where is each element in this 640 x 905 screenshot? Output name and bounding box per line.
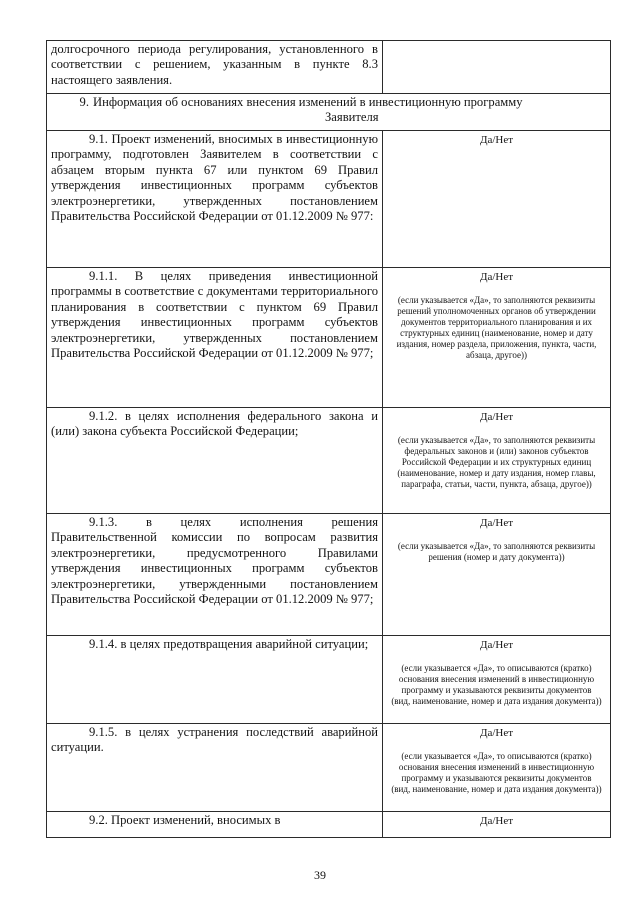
application-form-table <box>46 40 611 838</box>
table-row <box>47 268 611 408</box>
row-description-cell <box>47 514 383 636</box>
answer-yes-no <box>387 42 606 43</box>
table-row <box>47 41 611 94</box>
row-answer-cell <box>383 812 611 838</box>
table-row <box>47 514 611 636</box>
table-row <box>47 408 611 514</box>
table-row <box>47 131 611 268</box>
row-answer-cell <box>383 514 611 636</box>
answer-yes-no: Да/Нет <box>479 815 514 827</box>
row-answer-cell <box>383 636 611 724</box>
answer-yes-no: Да/Нет <box>479 271 514 283</box>
answer-instructions: (если указывается «Да», то заполняются реквизиты федеральных законов и (или) законов субъектов Российской Федерации и их структурных единиц (наименование, номер и дату издания, номер главы, параграфа, статьи, части, пункта, абзаца, другое)) <box>397 435 596 489</box>
table-row <box>47 812 611 838</box>
section-title: Информация об основаниях внесения изменений в инвестиционную программу <box>93 95 523 109</box>
section-header-cell <box>47 94 611 131</box>
answer-yes-no: Да/Нет <box>479 134 514 146</box>
table-row <box>47 724 611 812</box>
row-answer-cell <box>383 408 611 514</box>
row-description-cell <box>47 812 383 838</box>
row-description: 9.1.3. в целях исполнения решения Правительственной комиссии по вопросам развития электроэнергетики, предусмотренного Правилами утверждения инвестиционных программ субъектов электроэнергетики, утвержденными постановлением Правительства Российской Федерации от 01.12.2009 № 977; <box>51 515 378 607</box>
table-row <box>47 636 611 724</box>
answer-instructions: (если указывается «Да», то описываются (кратко) основания внесения изменений в инвестиционную программу и указываются реквизиты документов (вид, наименование, номер и дата издания документа)) <box>391 663 602 706</box>
row-answer-cell <box>383 724 611 812</box>
answer-instructions: (если указывается «Да», то описываются (кратко) основания внесения изменений в инвестиционную программу и указываются реквизиты документов (вид, наименование, номер и дата издания документа)) <box>391 751 602 794</box>
row-answer-cell <box>383 131 611 268</box>
row-description-cell <box>47 268 383 408</box>
answer-yes-no: Да/Нет <box>479 639 514 651</box>
row-answer-cell <box>383 268 611 408</box>
answer-yes-no: Да/Нет <box>479 517 514 529</box>
answer-instructions: (если указывается «Да», то заполняются реквизиты решения (номер и дату документа)) <box>397 541 596 562</box>
answer-yes-no: Да/Нет <box>479 727 514 739</box>
row-description: 9.1.1. В целях приведения инвестиционной программы в соответствие с документами территориального планирования в соответствии с пунктом 69 Правил утверждения инвестиционных программ субъектов электроэнергетики, утвержденных постановлением Правительства Российской Федерации от 01.12.2009 № 977; <box>51 269 378 361</box>
row-answer-cell <box>383 41 611 94</box>
row-description-cell <box>47 636 383 724</box>
section-header-row <box>47 94 611 131</box>
row-description-cell <box>47 408 383 514</box>
row-description: 9.1.2. в целях исполнения федерального закона и (или) закона субъекта Российской Федерации; <box>51 409 378 439</box>
row-description: 9.1.5. в целях устранения последствий аварийной ситуации. <box>51 725 378 755</box>
row-description-cell <box>47 724 383 812</box>
row-description-cell <box>47 41 383 94</box>
section-number: 9. <box>79 95 89 109</box>
row-description: долгосрочного периода регулирования, установленного в соответствии с решением, указанным в пункте 8.3 настоящего заявления. <box>51 42 378 87</box>
row-description-cell <box>47 131 383 268</box>
row-description: 9.2. Проект изменений, вносимых в <box>89 813 281 827</box>
answer-yes-no: Да/Нет <box>479 411 514 423</box>
section-title-continuation: Заявителя <box>325 110 379 125</box>
row-description: 9.1.4. в целях предотвращения аварийной ситуации; <box>89 637 369 651</box>
answer-instructions: (если указывается «Да», то заполняются реквизиты решений уполномоченных органов об утверждении документов территориального планирования и их структурных единиц (наименование, номер и дату издания, номер раздела, приложения, пункта, части, абзаца, другое)) <box>396 295 597 360</box>
row-description: 9.1. Проект изменений, вносимых в инвестиционную программу, подготовлен Заявителем в соответствии с абзацем вторым пункта 67 или пунктом 69 Правил утверждения инвестиционных программ субъектов электроэнергетики, утвержденных постановлением Правительства Российской Федерации от 01.12.2009 № 977: <box>51 132 378 224</box>
page-number: 39 <box>314 868 326 882</box>
